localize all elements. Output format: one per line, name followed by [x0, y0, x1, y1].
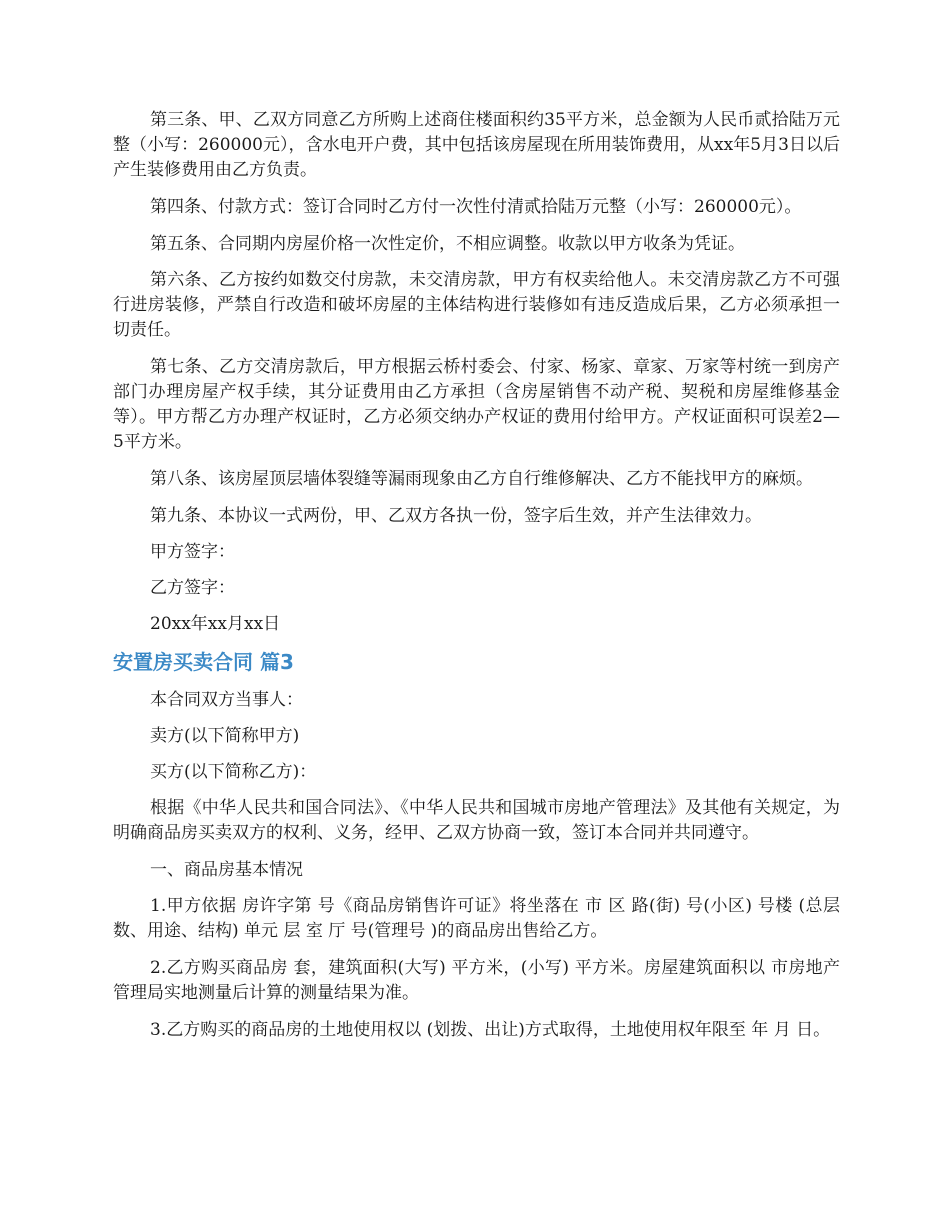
party-a-signature: 甲方签字： [150, 542, 235, 562]
section-heading: 安置房买卖合同 篇3 [113, 650, 294, 674]
item-3: 3.乙方购买的商品房的土地使用权以 (划拨、出让)方式取得，土地使用权年限至 年 月 日。 [150, 1020, 831, 1040]
clause-4: 第四条、付款方式：签订合同时乙方付一次性付清贰拾陆万元整（小写：260000元）。 [150, 197, 802, 217]
buyer-line: 买方(以下简称乙方)： [150, 762, 317, 782]
clause-3: 第三条、甲、乙双方同意乙方所购上述商住楼面积约35平方米，总金额为人民币贰拾陆万元整（小写：260000元），含水电开户费，其中包括该房屋现在所用装饰费用，从xx年5月3日以后产生装修费用由乙方负责。 [113, 110, 840, 180]
seller-line: 卖方(以下简称甲方) [150, 726, 300, 746]
section-1-title: 一、商品房基本情况 [150, 860, 303, 880]
parties-intro: 本合同双方当事人： [150, 690, 303, 710]
item-1: 1.甲方依据 房许字第 号《商品房销售许可证》将坐落在 市 区 路(街) 号(小区) 号楼 (总层数、用途、结构) 单元 层 室 厅 号(管理号 )的商品房出售给乙方。 [113, 896, 840, 941]
clause-6: 第六条、乙方按约如数交付房款，未交清房款，甲方有权卖给他人。未交清房款乙方不可强行进房装修，严禁自行改造和破坏房屋的主体结构进行装修如有违反造成后果，乙方必须承担一切责任。 [113, 270, 840, 340]
item-2: 2.乙方购买商品房 套，建筑面积(大写) 平方米，(小写) 平方米。房屋建筑面积以 市房地产管理局实地测量后计算的测量结果为准。 [113, 958, 840, 1003]
party-b-signature: 乙方签字： [150, 578, 235, 598]
clause-5: 第五条、合同期内房屋价格一次性定价，不相应调整。收款以甲方收条为凭证。 [150, 234, 745, 254]
signing-date: 20xx年xx月xx日 [150, 614, 281, 634]
clause-8: 第八条、该房屋顶层墙体裂缝等漏雨现象由乙方自行维修解决、乙方不能找甲方的麻烦。 [150, 469, 813, 489]
clause-9: 第九条、本协议一式两份，甲、乙双方各执一份，签字后生效，并产生法律效力。 [150, 506, 762, 526]
clause-7: 第七条、乙方交清房款后，甲方根据云桥村委会、付家、杨家、章家、万家等村统一到房产部门办理房屋产权手续，其分证费用由乙方承担（含房屋销售不动产税、契税和房屋维修基金等）。甲方帮乙方办理产权证时，乙方必须交纳办产权证的费用付给甲方。产权证面积可误差2—5平方米。 [113, 357, 840, 452]
document-page [113, 108, 840, 1055]
legal-basis: 根据《中华人民共和国合同法》、《中华人民共和国城市房地产管理法》及其他有关规定，为明确商品房买卖双方的权利、义务，经甲、乙双方协商一致，签订本合同并共同遵守。 [113, 798, 840, 843]
